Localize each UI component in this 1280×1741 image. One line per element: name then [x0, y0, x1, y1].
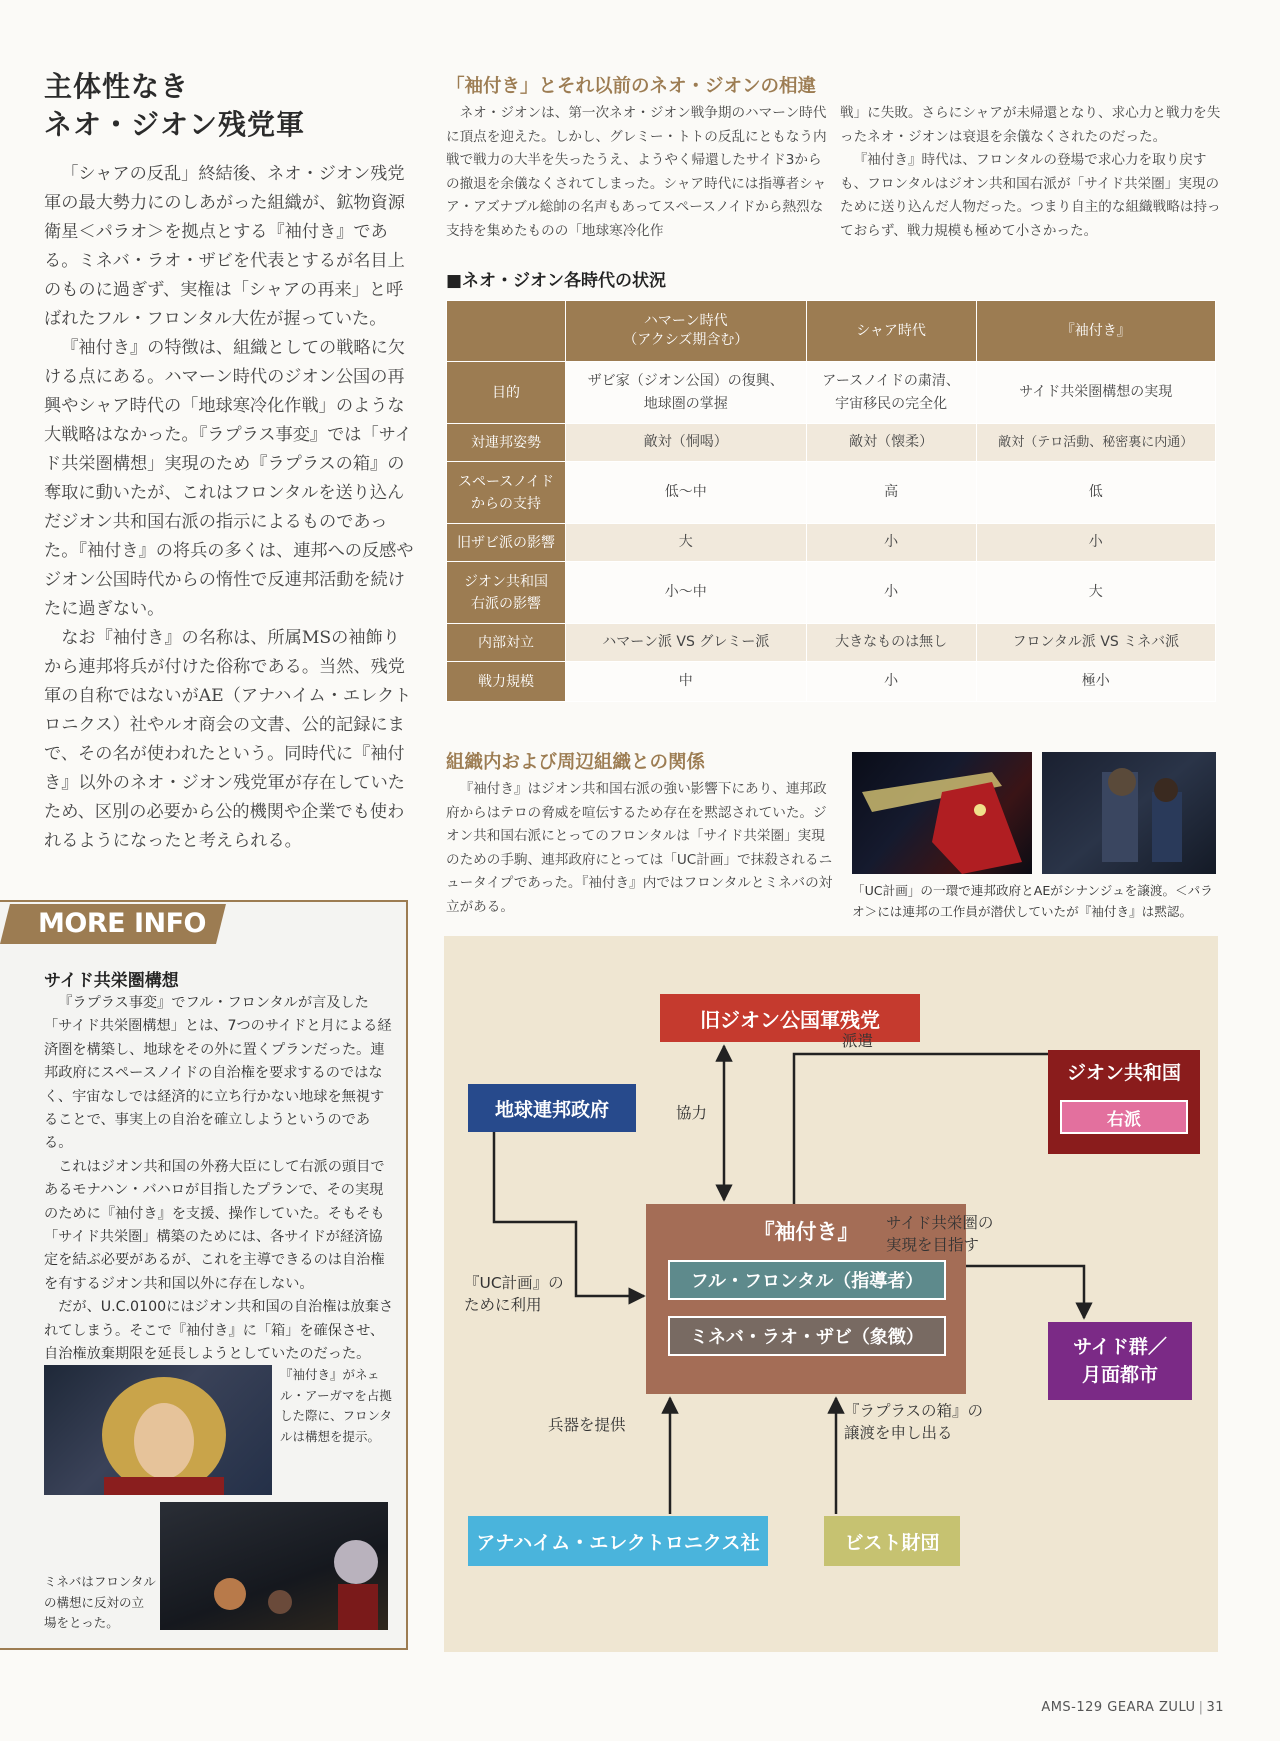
left-paragraph: 『袖付き』の特徴は、組織としての戦略に欠ける点にある。ハマーン時代のジオン公国の再興やシャア時代の「地球寒冷化作戦」のような大戦略はなかった。『ラプラス事変』では「サイド共栄圏構想」実現のため『ラプラスの箱』の奪取に動いたが、これはフロンタルを送り込んだジオン共和国右派の指示によるものであった。『袖付き』の将兵の多くは、連邦への反感やジオン公国時代からの惰性で反連邦活動を続けたに過ぎない。 — [44, 338, 414, 619]
table-cell: 極小 — [976, 662, 1215, 702]
table-cell: 敵対（テロ活動、秘密裏に内通） — [976, 424, 1215, 462]
row-label: ジオン共和国 右派の影響 — [447, 562, 566, 624]
table-row — [447, 424, 1216, 462]
table-cell: フロンタル派 VS ミネバ派 — [976, 624, 1215, 662]
more-info-tab-label: MORE INFO — [38, 908, 206, 939]
comparison-text-col1 — [446, 102, 830, 243]
footer-separator: | — [1198, 1700, 1204, 1715]
relations-heading: 組織内および周辺組織との関係 — [446, 752, 706, 773]
anaheim-electronics-box: アナハイム・エレクトロニクス社 — [468, 1516, 768, 1566]
table-cell: 低 — [976, 462, 1215, 524]
sinanju-image — [852, 752, 1032, 874]
zeon-republic-box — [1048, 1050, 1200, 1154]
more-info-paragraph: これはジオン共和国の外務大臣にして右派の頭目であるモナハン・バハロが目指したプランで、その実現のために『袖付き』を支援、操作していた。そもそも「サイド共栄圏」構築のためには、各サイドが経済協定を結ぶ必要があるが、これを主導できるのは自治権を有するジオン共和国以外に存在しない。 — [44, 1158, 385, 1292]
table-row — [447, 624, 1216, 662]
more-info-paragraph: 『ラプラス事変』でフル・フロンタルが言及した「サイド共栄圏構想」とは、7つのサイドと月による経済圏を構築し、地球をその外に置くプランだった。連邦政府にスペースノイドの自治権を要求するのではなく、宇宙なしでは経済的に立ち行かない地球を無視することで、事実上の自治を確立しようというのである。 — [44, 995, 392, 1152]
table-cell: ザビ家（ジオン公国）の復興、 地球圏の掌握 — [566, 362, 807, 424]
mineva-box: ミネバ・ラオ・ザビ（象徴） — [668, 1316, 946, 1356]
table-cell: ハマーン派 VS グレミー派 — [566, 624, 807, 662]
sides-lunar-cities-box — [1048, 1322, 1192, 1400]
relationship-diagram — [444, 936, 1218, 1652]
old-zeon-remnants-box: 旧ジオン公国軍残党 — [660, 994, 920, 1042]
more-info-body — [44, 992, 394, 1367]
full-frontal-box: フル・フロンタル（指導者） — [668, 1260, 946, 1300]
table-row — [447, 662, 1216, 702]
mineva-image-caption: ミネバはフロンタルの構想に反対の立場をとった。 — [44, 1574, 156, 1630]
relations-paragraph: 『袖付き』はジオン共和国右派の強い影響下にあり、連邦政府からはテロの脅威を喧伝するため存在を黙認されていた。ジオン共和国右派にとってのフロンタルは「サイド共栄圏」実現のための手駒、連邦政府にとっては「UC計画」で抹殺されるニュータイプであった。『袖付き』内ではフロンタルとミネバの対立がある。 — [446, 781, 833, 915]
table-header-sleeves: 『袖付き』 — [976, 301, 1215, 362]
table-cell: 小～中 — [566, 562, 807, 624]
comparison-paragraph: 戦」に失敗。さらにシャアが未帰還となり、求心力と戦力を失ったネオ・ジオンは衰退を余儀なくされたのだった。 — [840, 105, 1221, 145]
relations-body — [446, 778, 836, 919]
table-cell: 小 — [976, 524, 1215, 562]
table-header-haman: ハマーン時代 （アクシズ期含む） — [566, 301, 807, 362]
more-info-paragraph: だが、U.C.0100にはジオン共和国の自治権は放棄されてしまう。そこで『袖付き』に「箱」を確保させ、自治権放棄期限を延長しようとしていたのだった。 — [44, 1299, 394, 1363]
palau-agent-image — [1042, 752, 1216, 874]
row-label: 戦力規模 — [447, 662, 566, 702]
dispatch-label: 派遣 — [842, 1032, 874, 1050]
row-label: 目的 — [447, 362, 566, 424]
table-cell: 小 — [806, 562, 976, 624]
mineva-scene-image — [160, 1502, 388, 1630]
sides-label-line1: サイド群／ — [1073, 1336, 1167, 1358]
main-heading-line2: ネオ・ジオン残党軍 — [44, 108, 306, 141]
table-header-char: シャア時代 — [806, 301, 976, 362]
side-goal-label — [886, 1212, 993, 1256]
left-paragraph: 「シャアの反乱」終結後、ネオ・ジオン残党軍の最大勢力にのしあがった組織が、鉱物資源衛星＜パラオ＞を拠点とする『袖付き』である。ミネバ・ラオ・ザビを代表とするが名目上のものに過ぎず、実権は「シャアの再来」と呼ばれたフル・フロンタル大佐が握っていた。 — [44, 164, 405, 329]
side-goal-line1: サイド共栄圏の — [886, 1214, 994, 1232]
more-info-heading: サイド共栄圏構想 — [44, 971, 179, 991]
table-row — [447, 524, 1216, 562]
earth-federation-box: 地球連邦政府 — [468, 1084, 636, 1132]
frontal-portrait-image — [44, 1365, 272, 1495]
cooperation-label: 協力 — [676, 1104, 708, 1122]
table-corner — [447, 301, 566, 362]
frontal-image-caption: 『袖付き』がネェル・アーガマを占拠した際に、フロンタルは構想を提示。 — [280, 1367, 393, 1444]
footer-model: AMS-129 GEARA ZULU — [1041, 1700, 1196, 1715]
vist-foundation-box: ビスト財団 — [824, 1516, 960, 1566]
sleeves-title: 『袖付き』 — [753, 1220, 859, 1244]
row-label: スペースノイド からの支持 — [447, 462, 566, 524]
row-label: 内部対立 — [447, 624, 566, 662]
table-row — [447, 362, 1216, 424]
left-paragraph: なお『袖付き』の名称は、所属MSの袖飾りから連邦将兵が付けた俗称である。当然、残党軍の自称ではないがAE（アナハイム・エレクトロニクス）社やルオ商会の文書、公的記録にまで、その名が使われたという。同時代に『袖付き』以外のネオ・ジオン残党軍が存在していたため、区別の必要から公的機関や企業でも使われるようになったと考えられる。 — [44, 628, 412, 851]
table-cell: 大 — [566, 524, 807, 562]
table-cell: 敵対（懐柔） — [806, 424, 976, 462]
page-footer — [1041, 1700, 1224, 1715]
laplace-box-line1: 『ラプラスの箱』の — [844, 1402, 984, 1420]
weapons-label: 兵器を提供 — [548, 1416, 626, 1434]
comparison-paragraph: ネオ・ジオンは、第一次ネオ・ジオン戦争期のハマーン時代に頂点を迎えた。しかし、グレミー・トトの反乱にともなう内戦で戦力の大半を失ったうえ、ようやく帰還したサイド3からの撤退を余儀なくされてしまった。シャア時代には指導者シャア・アズナブル総帥の名声もあってスペースノイドから熱烈な支持を集めたものの「地球寒冷化作 — [446, 105, 827, 239]
comparison-text-col2 — [840, 102, 1224, 243]
laplace-box-line2: 譲渡を申し出る — [844, 1424, 953, 1442]
laplace-box-label — [844, 1400, 983, 1444]
sides-label-line2: 月面都市 — [1081, 1364, 1158, 1386]
uc-plan-line1: 『UC計画』の — [464, 1274, 564, 1292]
table-cell: 低～中 — [566, 462, 807, 524]
uc-plan-line2: ために利用 — [464, 1296, 542, 1314]
table-cell: 高 — [806, 462, 976, 524]
table-cell: 小 — [806, 662, 976, 702]
table-row — [447, 462, 1216, 524]
table-cell: 中 — [566, 662, 807, 702]
main-heading — [44, 68, 424, 144]
table-cell: 小 — [806, 524, 976, 562]
table-cell: サイド共栄圏構想の実現 — [976, 362, 1215, 424]
side-goal-line2: 実現を目指す — [886, 1236, 980, 1254]
table-cell: 大 — [976, 562, 1215, 624]
comparison-heading: 「袖付き」とそれ以前のネオ・ジオンの相違 — [446, 76, 817, 97]
zeon-republic-title: ジオン共和国 — [1066, 1062, 1181, 1084]
page-number: 31 — [1206, 1700, 1224, 1715]
relations-image-caption: 「UC計画」の一環で連邦政府とAEがシナンジュを譲渡。＜パラオ＞には連邦の工作員が潜伏していたが『袖付き』は黙認。 — [852, 883, 1213, 919]
uc-plan-label — [464, 1272, 564, 1316]
table-row — [447, 562, 1216, 624]
main-heading-line1: 主体性なき — [44, 70, 190, 103]
table-cell: 大きなものは無し — [806, 624, 976, 662]
status-table-heading: ■ネオ・ジオン各時代の状況 — [446, 271, 667, 291]
table-cell: アースノイドの粛清、 宇宙移民の完全化 — [806, 362, 976, 424]
right-faction-box: 右派 — [1060, 1100, 1188, 1134]
left-article-body — [44, 160, 416, 856]
comparison-paragraph: 『袖付き』時代は、フロンタルの登場で求心力を取り戻すも、フロンタルはジオン共和国右派が「サイド共栄圏」実現のために送り込んだ人物だった。つまり自主的な組織戦略は持っておらず、戦力規模も極めて小さかった。 — [840, 152, 1221, 239]
status-table — [446, 300, 1216, 702]
row-label: 対連邦姿勢 — [447, 424, 566, 462]
row-label: 旧ザビ派の影響 — [447, 524, 566, 562]
table-cell: 敵対（恫喝） — [566, 424, 807, 462]
